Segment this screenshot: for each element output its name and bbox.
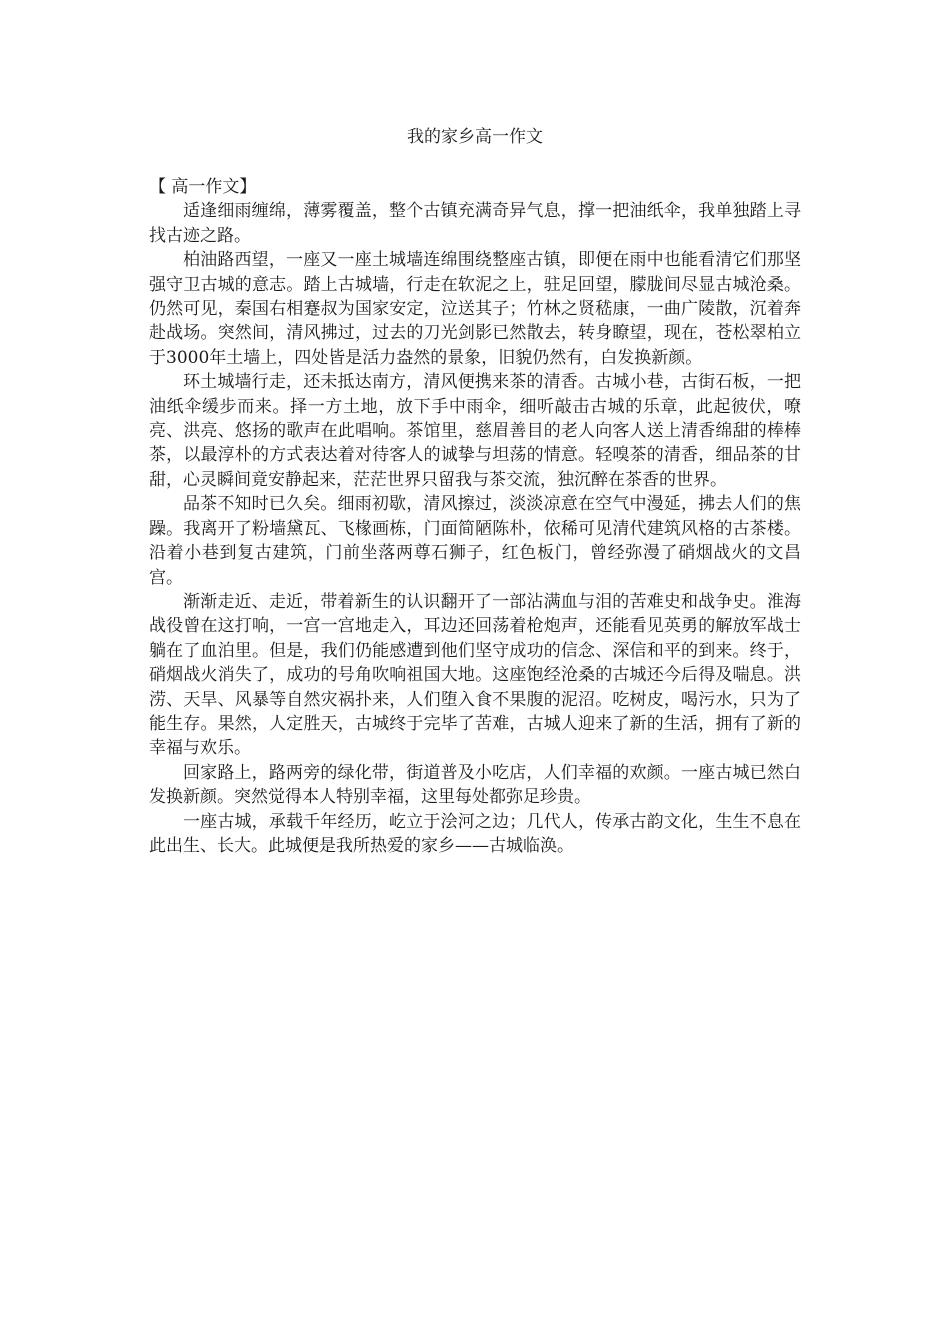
paragraph-3: 环土城墙行走，还未抵达南方，清风便携来茶的清香。古城小巷，古街石板，一把油纸伞缓步而来。择一方土地，放下手中雨伞，细听敲击古城的乐章，此起彼伏，嘹亮、洪亮、悠扬的歌声在此唱响。茶馆里，慈眉善目的老人向客人送上清香绵甜的棒棒茶，以最淳朴的方式表达着对待客人的诚挚与坦荡的情意。轻嗅茶的清香，细品茶的甘甜，心灵瞬间竟安静起来，茫茫世界只留我与茶交流，独沉醉在茶香的世界。 <box>149 372 801 490</box>
paragraph-4: 品茶不知时已久矣。细雨初歇，清风擦过，淡淡凉意在空气中漫延，拂去人们的焦躁。我离开了粉墙黛瓦、飞椽画栋，门面简陋陈朴，依稀可见清代建筑风格的古茶楼。沿着小巷到复古建筑，门前坐落两尊石狮子，红色板门，曾经弥漫了硝烟战火的文昌宫。 <box>149 494 801 588</box>
document-title: 我的家乡高一作文 <box>407 127 543 147</box>
paragraph-1: 适逢细雨缠绵，薄雾覆盖，整个古镇充满奇异气息，撑一把油纸伞，我单独踏上寻找古迹之路。 <box>149 201 801 246</box>
paragraph-2: 柏油路西望，一座又一座土城墙连绵围绕整座古镇，即便在雨中也能看清它们那坚强守卫古城的意志。踏上古城墙，行走在软泥之上，驻足回望，朦胧间尽显古城沧桑。仍然可见，秦国右相蹇叔为国家安定，泣送其子；竹林之贤嵇康，一曲广陵散，沉着奔赴战场。突然间，清风拂过，过去的刀光剑影已然散去，转身瞭望，现在，苍松翠柏立于3000年土墙上，四处皆是活力盎然的景象，旧貌仍然有，白发换新颜。 <box>149 250 801 368</box>
paragraph-6: 回家路上，路两旁的绿化带，街道普及小吃店，人们幸福的欢颜。一座古城已然白发换新颜。突然觉得本人特别幸福，这里每处都弥足珍贵。 <box>149 762 801 808</box>
paragraph-7: 一座古城，承载千年经历，屹立于浍河之边；几代人，传承古韵文化，生生不息在此出生、长大。此城便是我所热爱的家乡——古城临涣。 <box>149 811 801 856</box>
category-label: 【 高一作文】 <box>149 177 257 197</box>
paragraph-5: 渐渐走近、走近，带着新生的认识翻开了一部沾满血与泪的苦难史和战争史。淮海战役曾在这打响，一宫一宫地走入，耳边还回荡着枪炮声，还能看见英勇的解放军战士躺在了血泊里。但是，我们仍能感遭到他们坚守成功的信念、深信和平的到来。终于，硝烟战火消失了，成功的号角吹响祖国大地。这座饱经沧桑的古城还今后得及喘息。洪涝、天旱、风暴等自然灾祸扑来，人们堕入食不果腹的泥沼。吃树皮，喝污水，只为了能生存。果然，人定胜天，古城终于完毕了苦难，古城人迎来了新的生活，拥有了新的幸福与欢乐。 <box>149 591 801 759</box>
document-body <box>149 175 801 858</box>
